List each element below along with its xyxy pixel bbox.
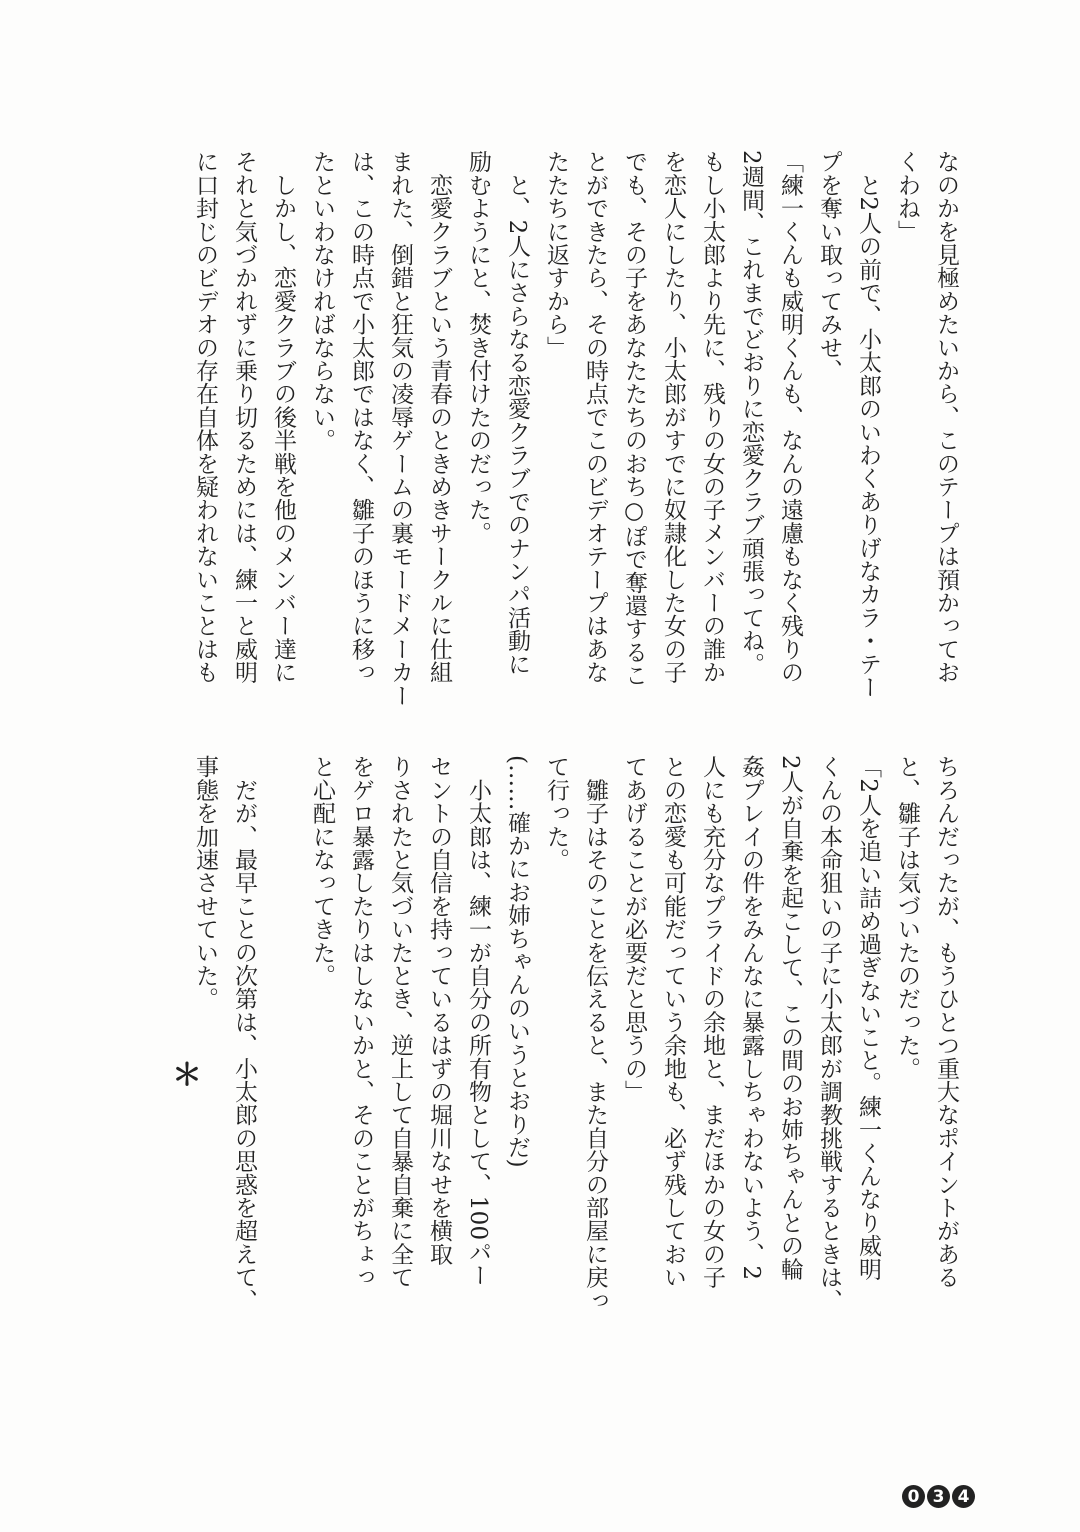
text-block-bottom: [185, 755, 965, 1355]
text-column: 事態を加速させていた。: [192, 755, 218, 1011]
text-column: 「2人を追い詰め過ぎないこと。練一くんなり威明: [855, 755, 881, 1281]
text-column: くわね」: [894, 150, 920, 243]
text-column: 2週間、これまでどおりに恋愛クラブ頑張ってね。: [738, 150, 764, 676]
text-column: まれた、倒錯と狂気の凌辱ゲームの裏モードメーカー: [387, 150, 413, 707]
text-column: もし小太郎より先に、残りの女の子メンバーの誰か: [699, 150, 725, 684]
text-column: と、雛子は気づいたのだった。: [894, 755, 920, 1080]
page-number-digit: 0: [902, 1485, 925, 1508]
page-number: [902, 1485, 975, 1508]
text-column: (……確かにお姉ちゃんのいうとおりだ): [504, 755, 530, 1168]
page-number-digit: 4: [952, 1485, 975, 1508]
text-column: だが、最早ことの次第は、小太郎の思惑を超えて、: [231, 755, 257, 1312]
text-column: でも、その子をあなたたちのおち○ぽで奪還するこ: [621, 150, 647, 687]
text-column: たたちに返すから」: [543, 150, 569, 359]
section-break-asterisk: ＊: [172, 1058, 202, 1093]
text-column: しかし、恋愛クラブの後半戦を他のメンバー達に: [270, 150, 296, 684]
text-column: 励むようにと、焚き付けたのだった。: [465, 150, 491, 545]
text-column: との恋愛も可能だっていう余地も、必ず残しておい: [660, 755, 686, 1289]
text-column: 恋愛クラブという青春のときめきサークルに仕組: [426, 150, 452, 684]
text-column: と、2人にさらなる恋愛クラブでのナンパ活動に: [504, 150, 530, 676]
text-column: 「練一くんも威明くんも、なんの遠慮もなく残りの: [777, 150, 803, 684]
text-column: と心配になってきた。: [309, 755, 335, 987]
text-column: とができたら、その時点でこのビデオテープはあな: [582, 150, 608, 684]
text-column: 姦プレイの件をみんなに暴露しちゃわないよう、2: [738, 755, 764, 1281]
text-column: は、この時点で小太郎ではなく、雛子のほうに移っ: [348, 150, 374, 684]
text-column: たといわなければならない。: [309, 150, 335, 452]
text-column: 人にも充分なプライドの余地と、まだほかの女の子: [699, 755, 725, 1289]
text-column: と2人の前で、小太郎のいわくありげなカラ・テー: [855, 150, 881, 699]
text-block-top: [185, 150, 965, 730]
text-column: に口封じのビデオの存在自体を疑われないことはも: [192, 150, 218, 684]
text-column: てあげることが必要だと思うの」: [621, 755, 647, 1103]
text-column: 2人が自棄を起こして、この間のお姉ちゃんとの輪: [777, 755, 803, 1281]
text-column: て行った。: [543, 755, 569, 871]
text-column: りされたと気づいたとき、逆上して自暴自棄に全て: [387, 755, 413, 1289]
text-column: くんの本命狙いの子に小太郎が調教挑戦するときは、: [816, 755, 842, 1312]
text-column: なのかを見極めたいから、このテープは預かってお: [933, 150, 959, 684]
text-column: ちろんだったが、もうひとつ重大なポイントがある: [933, 755, 959, 1289]
text-column: 小太郎は、練一が自分の所有物として、100パー: [465, 755, 491, 1287]
text-column: それと気づかれずに乗り切るためには、練一と威明: [231, 150, 257, 684]
text-column: 雛子はそのことを伝えると、また自分の部屋に戻っ: [582, 755, 608, 1312]
page-number-digit: 3: [927, 1485, 950, 1508]
text-column: を恋人にしたり、小太郎がすでに奴隷化した女の子: [660, 150, 686, 684]
text-column: をゲロ暴露したりはしないかと、そのことがちょっ: [348, 755, 374, 1289]
text-column: プを奪い取ってみせ、: [816, 150, 842, 382]
text-column: セントの自信を持っているはずの堀川なせを横取: [426, 755, 452, 1266]
